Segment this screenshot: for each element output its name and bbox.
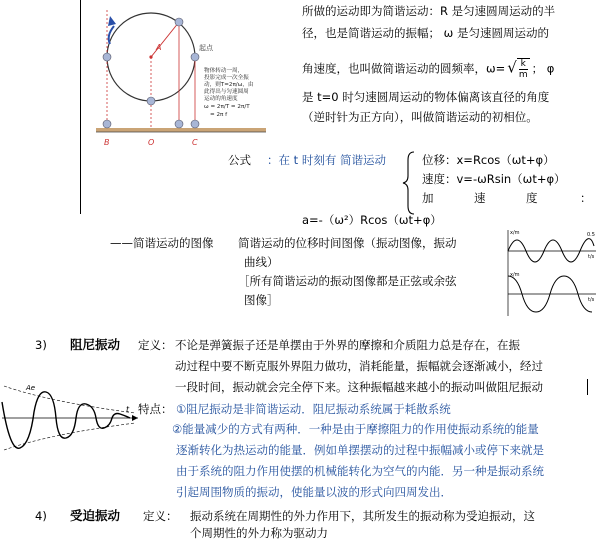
diagram-note xyxy=(204,66,254,118)
svg-text:物体转动一周，: 物体转动一周， xyxy=(204,68,244,74)
svg-text:t/s: t/s xyxy=(588,297,595,303)
ground-strip xyxy=(96,128,266,132)
sqrt-expression: √ $\frac{k}{m}$ xyxy=(507,58,528,80)
svg-text:动，则T=2π/ω，由: 动，则T=2π/ω，由 xyxy=(204,82,254,88)
svg-text:x/m: x/m xyxy=(510,272,520,278)
svg-text:t/s: t/s xyxy=(588,254,595,260)
formula-brace xyxy=(402,150,416,216)
label-b: B xyxy=(104,138,110,147)
label-c: C xyxy=(192,138,198,147)
left-vertical-rule xyxy=(80,0,81,214)
ground-ball-b xyxy=(103,120,111,128)
ball-left xyxy=(103,53,111,61)
sine-graph-2 xyxy=(498,268,598,318)
top-text-line4: 是 t=0 时匀速圆周运动的物体偏离该直径的角度 xyxy=(302,90,550,104)
forced-def2: 个周期性的外力称为驱动力 xyxy=(190,526,328,540)
svg-text:ω = 2π/T = 2π/T: ω = 2π/T = 2π/T xyxy=(204,104,250,110)
ball-bottom xyxy=(147,97,155,105)
svg-text:x/m: x/m xyxy=(510,230,520,236)
formula-intro: ：在 t 时刻有 简谐运动 xyxy=(267,153,386,167)
rotation-arrow-head xyxy=(108,16,116,26)
damped-def3: 一段时间，振动就会完全停下来。这种振幅越来越小的振动叫做阻尼振动 xyxy=(175,380,543,394)
formula-label: 公式 xyxy=(228,153,251,167)
svg-text:= 2π f: = 2π f xyxy=(210,112,228,118)
graph-note2: 图像］ xyxy=(244,293,279,307)
top-text-line3: 角速度，也叫做简谐运动的圆频率，ω= √ $\frac{k}{m}$ ； φ xyxy=(302,58,555,80)
svg-text:运动的角速度: 运动的角速度 xyxy=(204,96,238,102)
damped-def-label: 定义： xyxy=(138,338,173,352)
text-cursor xyxy=(587,379,588,395)
formula-displacement: 位移：x=Rcos（ωt+φ） xyxy=(422,153,555,167)
circle-diagram xyxy=(82,0,272,150)
damped-graph xyxy=(0,372,142,472)
damped-def1: 不论是弹簧振子还是单摆由于外界的摩擦和介质阻力总是存在，在振 xyxy=(175,338,520,352)
ground-ball-c xyxy=(191,120,199,128)
damped-feat1: ①阻尼振动是非简谐运动．阻尼振动系统属于耗散系统 xyxy=(176,402,451,416)
graph-heading: ——简谐运动的图像 xyxy=(110,236,214,250)
ball-right xyxy=(191,53,199,61)
circle-diagram-svg xyxy=(82,0,272,150)
svg-text:此得出与匀速圆周: 此得出与匀速圆周 xyxy=(204,89,249,95)
damped-feat3: 逐渐转化为热运动的能量．例如单摆摆动的过程中振幅减小或停下来就是 xyxy=(176,443,544,457)
label-a: A xyxy=(156,43,162,52)
formula-accel-value: a=-（ω²）Rcos（ωt+φ） xyxy=(302,213,442,227)
ground-ball-mid xyxy=(175,120,183,128)
label-start: 起点 xyxy=(199,44,213,52)
ball-top xyxy=(175,18,183,26)
forced-def1: 振动系统在周期性的外力作用下，其所发生的振动称为受迫振动，这 xyxy=(190,509,535,523)
svg-text:t: t xyxy=(126,405,130,414)
graph-desc2: 曲线） xyxy=(244,255,279,269)
damped-feat4: 由于系统的阻力作用使摆的机械能转化为空气的内能．另一种是振动系统 xyxy=(176,464,544,478)
forced-def-label: 定义： xyxy=(143,509,178,523)
top-text-line5: （逆时针为正方向），叫做简谐运动的初相位。 xyxy=(302,110,538,124)
graph-desc1: 简谐运动的位移时间图像（振动图像，振动 xyxy=(238,236,457,250)
sine-graph-1 xyxy=(498,226,598,274)
svg-text:投影完成一次全振: 投影完成一次全振 xyxy=(204,75,249,81)
top-text-line1: 所做的运动即为简谐运动：R 是匀速圆周运动的半 xyxy=(302,4,556,18)
svg-text:0.5: 0.5 xyxy=(587,232,595,238)
circle-center xyxy=(149,55,152,58)
graph-note1: ［所有简谐运动的振动图像都是正弦或余弦 xyxy=(238,274,457,288)
damped-feat5: 引起周围物质的振动，使能量以波的形式向四周发出． xyxy=(176,485,452,499)
damped-feat2: ②能量减少的方式有两种．一种是由于摩擦阻力的作用使振动系统的能量 xyxy=(172,422,539,436)
forced-title: 受迫振动 xyxy=(70,508,121,523)
label-o: O xyxy=(148,138,155,147)
damped-feat-label: 特点： xyxy=(138,402,173,416)
damped-def2: 动过程中要不断克服外界阻力做功，消耗能量，振幅就会逐渐减小，经过 xyxy=(175,359,543,373)
damped-number: 3) xyxy=(35,338,47,352)
damped-title: 阻尼振动 xyxy=(70,337,121,352)
forced-number: 4) xyxy=(35,509,47,523)
svg-text:Ae: Ae xyxy=(26,384,36,392)
formula-velocity: 速度：v=-ωRsin（ωt+φ） xyxy=(422,172,566,186)
top-text-line2: 径，也是简谐运动的振幅； ω 是匀速圆周运动的 xyxy=(302,26,549,40)
